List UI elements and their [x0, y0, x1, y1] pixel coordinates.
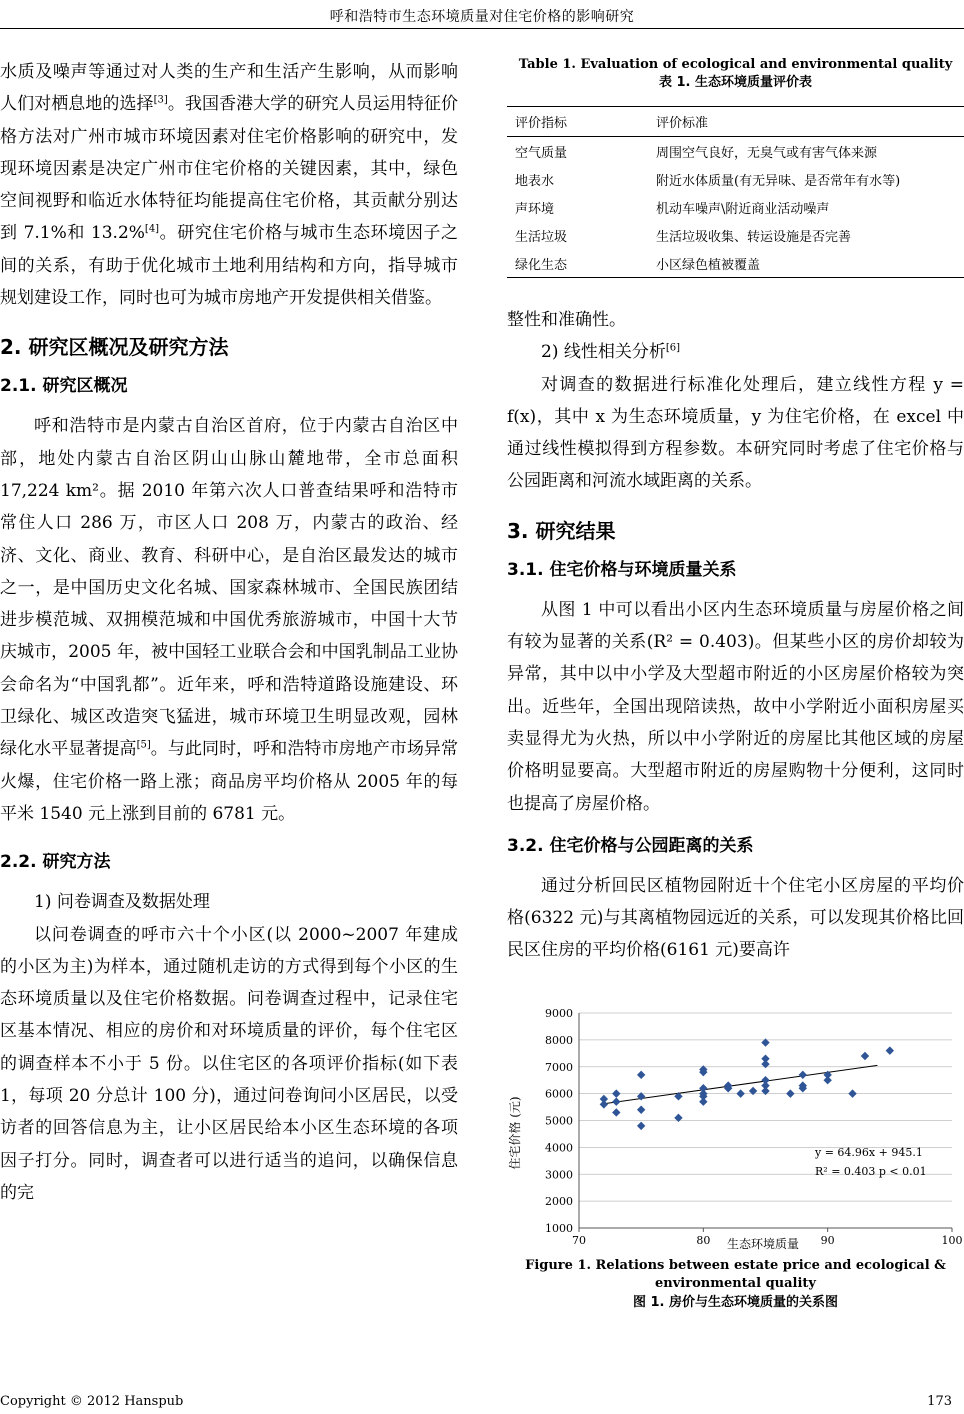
trendline [604, 1065, 878, 1103]
method-item: 1) 问卷调查及数据处理 [34, 892, 210, 913]
subsection-heading: 2.2. 研究方法 [0, 852, 111, 873]
paragraph: 从图 1 中可以看出小区内生态环境质量与房屋价格之间有较为显著的关系(R² = 0.403)。但某些小区的房价却较为异常，其中以中小学及大型超市附近的小区房屋价格较为突出。近些年，全国出现陪读热，故中小学附近小面积房屋买卖显得尤为火热，所以中小学附近的房屋比其他区域的房屋价格明显要高。大型超市附近的房屋购物十分便利，这同时也提高了房屋价格。 [507, 599, 964, 814]
data-point [612, 1089, 620, 1097]
evaluation-table [507, 106, 964, 278]
y-tick-label: 1000 [545, 1221, 573, 1235]
left-column [0, 56, 458, 1209]
table-cell: 周围空气良好，无臭气或有害气体来源 [656, 145, 878, 161]
paragraph: 呼和浩特市是内蒙古自治区首府，位于内蒙古自治区中部，地处内蒙古自治区阴山山脉山麓地带，全市总面积 17,224 km²。据 2010 年第六次人口普查结果呼和浩特市常住人口 286 万，市区人口 208 万，内蒙古的政治、经济、文化、商业、教育、科研中心，是自治区最发达的城市之一，是中国历史文化名城、国家森林城市、全国民族团结进步模范城、双拥模范城和中国优秀旅游城市，中国十大节庆城市，2005 年，被中国轻工业联合会和中国乳制品工业协会命名为“中国乳都”。近年来，呼和浩特道路设施建设、环卫绿化、城区改造突飞猛进，城市环境卫生明显改观，园林绿化水平显著提高[5]。与此同时，呼和浩特市房地产市场异常火爆，住宅价格一路上涨；商品房平均价格从 2005 年的每平米 1540 元上涨到目前的 6781 元。 [0, 416, 458, 824]
scatter-chart [507, 1003, 964, 1251]
data-point [612, 1108, 620, 1116]
y-tick-label: 8000 [545, 1033, 573, 1047]
chart-points [600, 1038, 894, 1130]
citation: [4] [144, 223, 160, 235]
data-point [612, 1097, 620, 1105]
data-point [600, 1100, 608, 1108]
y-tick-label: 6000 [545, 1087, 573, 1101]
table-header: 评价标准 [648, 107, 964, 137]
section-heading: 2. 研究区概况及研究方法 [0, 335, 229, 360]
subsection-heading: 3.1. 住宅价格与环境质量关系 [507, 559, 737, 580]
table-cell: 生活垃圾 [515, 229, 568, 245]
paragraph: 水质及噪声等通过对人类的生产和生活产生影响，从而影响人们对栖息地的选择[3]。我国香港大学的研究人员运用特征价格方法对广州市城市环境因素对住宅价格影响的研究中，发现环境因素是决定广州市住宅价格的关键因素，其中，绿色空间视野和临近水体特征均能提高住宅价格，其贡献分别达到 7.1%和 13.2%[4]。研究住宅价格与城市生态环境因子之间的关系，有助于优化城市土地利用结构和方向，指导城市规划建设工作，同时也可为城市房地产开发提供相关借鉴。 [0, 62, 459, 309]
data-point [637, 1105, 645, 1113]
paragraph: 整性和准确性。 [507, 310, 626, 330]
data-point [736, 1089, 744, 1097]
table-cell: 机动车噪声\附近商业活动噪声 [656, 201, 830, 217]
table-row [507, 193, 964, 221]
citation: [3] [153, 94, 168, 106]
paragraph: 对调查的数据进行标准化处理后，建立线性方程 y = f(x)，其中 x 为生态环境质量，y 为住宅价格，在 excel 中通过线性模拟得到方程参数。本研究同时考虑了住宅价格与公园距离和河流水域距离的关系。 [507, 374, 964, 492]
data-point [786, 1089, 794, 1097]
subsection-heading: 2.1. 研究区概况 [0, 376, 128, 397]
table-caption-en: Table 1. Evaluation of ecological and environmental quality [518, 57, 953, 72]
table-cell: 空气质量 [515, 145, 568, 161]
subsection-heading: 3.2. 住宅价格与公园距离的关系 [507, 835, 754, 856]
section-heading: 3. 研究结果 [507, 518, 616, 543]
x-tick-label: 100 [941, 1233, 963, 1247]
paragraph: 通过分析回民区植物园附近十个住宅小区房屋的平均价格(6322 元)与其离植物园远近的关系，可以发现其价格比回民区住房的平均价格(6161 元)要高许 [507, 875, 964, 961]
table-row [507, 249, 964, 278]
running-head: 呼和浩特市生态环境质量对住宅价格的影响研究 [329, 9, 635, 25]
y-tick-label: 4000 [545, 1141, 573, 1155]
trendline-equation: y = 64.96x + 945.1 [815, 1145, 923, 1159]
header-rule [0, 28, 964, 29]
figure-caption-zh: 图 1. 房价与生态环境质量的关系图 [632, 1294, 839, 1310]
table-row [507, 221, 964, 249]
x-tick-label: 80 [696, 1233, 711, 1247]
table-row [507, 165, 964, 193]
y-tick-label: 7000 [545, 1060, 573, 1074]
table-cell: 小区绿色植被覆盖 [656, 257, 761, 273]
data-point [848, 1089, 856, 1097]
y-tick-label: 5000 [545, 1114, 573, 1128]
citation: [6] [665, 342, 681, 354]
data-point [861, 1052, 869, 1060]
figure-1 [507, 1003, 964, 1251]
chart-ticks [545, 1007, 963, 1247]
table-caption-zh: 表 1. 生态环境质量评价表 [658, 75, 813, 90]
citation: [5] [136, 739, 151, 751]
y-axis-label: 住宅价格 (元) [508, 1096, 522, 1170]
data-point [823, 1076, 831, 1084]
table-cell: 声环境 [515, 201, 555, 217]
x-axis-label: 生态环境质量 [726, 1236, 800, 1251]
table-cell: 地表水 [515, 173, 555, 189]
data-point [799, 1070, 807, 1078]
table-cell: 绿化生态 [515, 257, 568, 273]
figure-caption-en: Figure 1. Relations between estate price and ecological & environmental quality [525, 1257, 946, 1291]
data-point [886, 1046, 894, 1054]
copyright: Copyright © 2012 Hanspub [0, 1394, 184, 1409]
trendline-r2: R² = 0.403 p < 0.01 [815, 1164, 927, 1178]
data-point [637, 1121, 645, 1129]
method-item: 2) 线性相关分析[6] [541, 342, 681, 363]
table-row [507, 137, 964, 166]
table-header-row [507, 107, 964, 137]
chart-trendline [604, 1065, 878, 1103]
y-tick-label: 2000 [545, 1194, 573, 1208]
table-cell: 附近水体质量(有无异味、是否常年有水等) [656, 173, 901, 189]
data-point [637, 1070, 645, 1078]
page-number: 173 [927, 1394, 952, 1409]
table-cell: 生活垃圾收集、转运设施是否完善 [656, 229, 852, 245]
table-header: 评价指标 [507, 107, 648, 137]
y-tick-label: 3000 [545, 1168, 573, 1181]
right-column [507, 56, 964, 1313]
x-tick-label: 90 [820, 1233, 835, 1247]
paragraph: 以问卷调查的呼市六十个小区(以 2000~2007 年建成的小区为主)为样本，通过随机走访的方式得到每个小区的生态环境质量以及住宅价格数据。问卷调查过程中，记录住宅区基本情况、相应的房价和对环境质量的评价，每个住宅区的调查样本不小于 5 份。以住宅区的各项评价指标(如下表 1，每项 20 分总计 100 分)，通过问卷询问小区居民，以受访者的回答信息为主，让小区居民给本小区生态环境的各项因子打分。同时，调查者可以进行适当的追问，以确保信息的完 [0, 924, 458, 1203]
x-tick-label: 70 [572, 1233, 586, 1247]
y-tick-label: 9000 [545, 1006, 573, 1020]
